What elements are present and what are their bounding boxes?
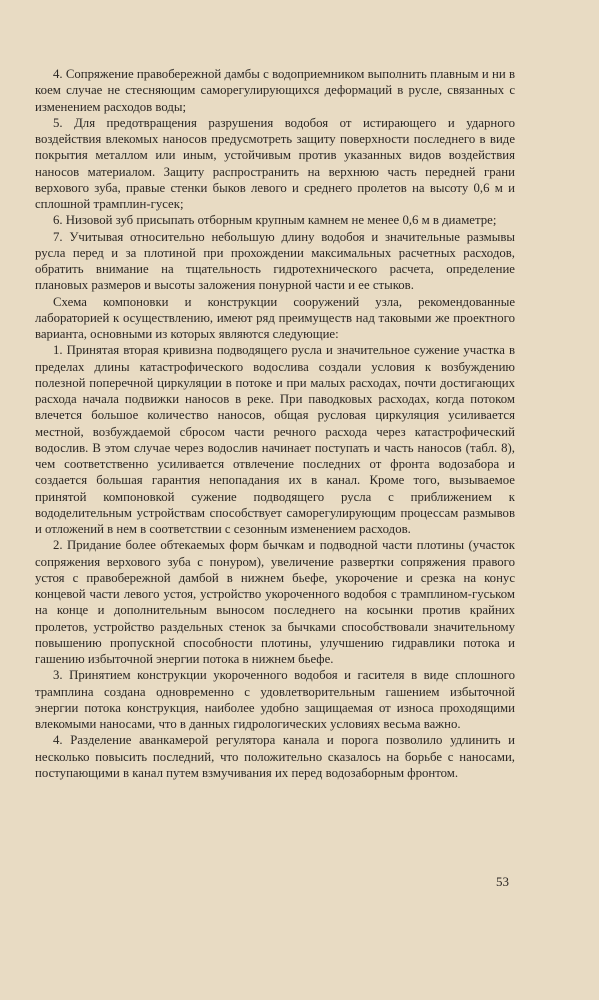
body-text	[35, 66, 515, 781]
paragraph-item-4: 4. Сопряжение правобережной дамбы с водоприемником выполнить плавным и ни в коем случае не стесняющим саморегулирующихся деформаций в русле, связанных с изменением расходов воды;	[35, 67, 515, 114]
paragraph-scheme-intro: Схема компоновки и конструкции сооружений узла, рекомендованные лабораторией к осуществлению, имеют ряд преимуществ над таковыми же проектного варианта, основными из которых являются следующие:	[35, 294, 515, 341]
paragraph-advantage-2: 2. Придание более обтекаемых форм бычкам и подводной части плотины (участок сопряжения верхового зуба с понуром), увеличение развертки сопряжения правого устоя с правобережной дамбой в нижнем бьефе, укорочение и срезка на конус концевой части левого устоя, устройство укороченного водобоя с трамплином-гуськом на конце и дополнительным выносом последнего на косынки против крайних пролетов, устройство раздельных стенок за бычками способствовали значительному повышению пропускной способности плотины, улучшению гидравлики потока и гашению избыточной энергии потока в нижнем бьефе.	[35, 538, 515, 666]
paragraph-item-6: 6. Низовой зуб присыпать отборным крупным камнем не менее 0,6 м в диаметре;	[53, 213, 497, 228]
paragraph-advantage-3: 3. Принятием конструкции укороченного водобоя и гасителя в виде сплошного трамплина создана одновременно с удовлетворительным гашением избыточной энергии потока конструкция, наиболее удобно защищаемая от износа проходящими влекомыми наносами, что в данных гидрологических условиях весьма важно.	[35, 668, 515, 731]
paragraph-advantage-4: 4. Разделение аванкамерой регулятора канала и порога позволило удлинить и несколько повысить последний, что положительно сказалось на борьбе с наносами, поступающими в канал путем взмучивания их перед водозаборным фронтом.	[35, 733, 515, 780]
paragraph-item-7: 7. Учитывая относительно небольшую длину водобоя и значительные размывы русла перед и за плотиной при прохождении максимальных расчетных расходов, обратить внимание на тщательность гидротехнического расчета, определение плановых размеров и высоты заложения понурной части и ее стыков.	[35, 229, 515, 293]
page-number: 53	[496, 874, 509, 889]
paragraph-advantage-1: 1. Принятая вторая кривизна подводящего русла и значительное сужение участка в пределах длины катастрофического водослива создали условия к возбуждению полезной поперечной циркуляции в потоке и при малых расходах, почти достигающих расхода начала подвижки наносов в реке. При паводковых расходах, когда потоком влечется большое количество наносов, общая русловая циркуляция усиливается местной, возбуждаемой сбросом части речного расхода через катастрофический водослив. В этом случае через водослив начинает поступать и часть наносов (табл. 8), чем соответственно усиливается отвлечение последних от фронта водозабора и создается большая гарантия непопадания их в канал. Кроме того, вызываемое принятой компоновкой сужение подводящего русла с приближением к вододелительным устройствам способствует саморегулирующим процессам размывов и отложений в нем в соответствии с сезонным изменением расходов.	[35, 343, 515, 536]
paragraph-item-5: 5. Для предотвращения разрушения водобоя от истирающего и ударного воздействия влекомых наносов предусмотреть защиту поверхности последнего в виде покрытия металлом или иным, устойчивым против указанных видов воздействия наносов материалом. Защиту распространить на верхнюю часть передней грани верхового зуба, правые стенки быков левого и среднего пролетов на высоту 0,6 м и сплошной трамплин-гусек;	[35, 115, 515, 211]
